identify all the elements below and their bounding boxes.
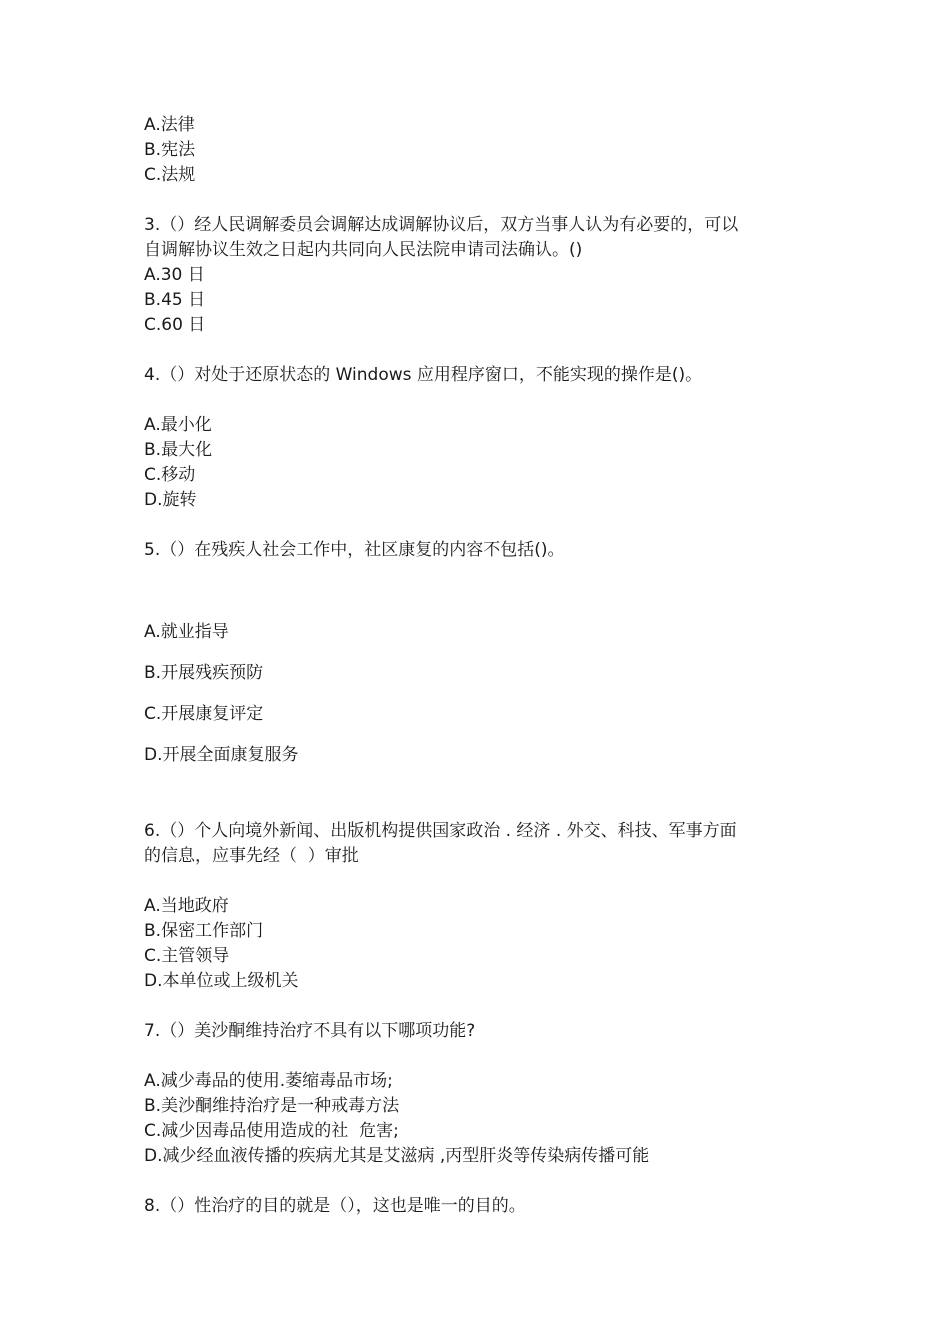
- q4-option-c: C.移动: [144, 465, 196, 485]
- q3-option-a: A.30 日: [144, 265, 205, 285]
- question-8: [144, 1194, 814, 1219]
- document-page: [144, 113, 814, 1219]
- q7-option-a: A.减少毒品的使用.萎缩毒品市场;: [144, 1071, 393, 1091]
- question-5: [144, 538, 814, 768]
- q5-text: 5.（）在残疾人社会工作中，社区康复的内容不包括()。: [144, 540, 565, 560]
- q8-text: 8.（）性治疗的目的就是（），这也是唯一的目的。: [144, 1196, 526, 1216]
- q3-text-line2: 自调解协议生效之日起内共同向人民法院申请司法确认。(): [144, 240, 583, 260]
- q2-option-b: B.宪法: [144, 140, 196, 160]
- q7-option-c: C.减少因毒品使用造成的社 危害;: [144, 1121, 399, 1141]
- q7-option-b: B.美沙酮维持治疗是一种戒毒方法: [144, 1096, 400, 1116]
- question-3: [144, 213, 814, 338]
- question-4: [144, 363, 814, 513]
- q2-options: [144, 113, 814, 188]
- q6-option-a: A.当地政府: [144, 896, 229, 916]
- q4-text: 4.（）对处于还原状态的 Windows 应用程序窗口，不能实现的操作是()。: [144, 365, 703, 385]
- q5-option-a: A.就业指导: [144, 622, 229, 642]
- q2-option-a: A.法律: [144, 115, 195, 135]
- q7-text: 7.（）美沙酮维持治疗不具有以下哪项功能?: [144, 1021, 476, 1041]
- q3-option-c: C.60 日: [144, 315, 206, 335]
- q6-option-d: D.本单位或上级机关: [144, 971, 299, 991]
- q6-text-line2: 的信息，应事先经（ ）审批: [144, 846, 359, 866]
- q5-option-b: B.开展残疾预防: [144, 663, 264, 683]
- q6-option-c: C.主管领导: [144, 946, 230, 966]
- q5-option-d: D.开展全面康复服务: [144, 745, 299, 765]
- q3-text-line1: 3.（）经人民调解委员会调解达成调解协议后，双方当事人认为有必要的，可以: [144, 215, 739, 235]
- question-7: [144, 1019, 814, 1169]
- q6-text-line1: 6.（）个人向境外新闻、出版机构提供国家政治 . 经济 . 外交、科技、军事方面: [144, 821, 737, 841]
- q4-option-d: D.旋转: [144, 490, 197, 510]
- q4-option-b: B.最大化: [144, 440, 213, 460]
- q3-option-b: B.45 日: [144, 290, 206, 310]
- q6-option-b: B.保密工作部门: [144, 921, 264, 941]
- q7-option-d: D.减少经血液传播的疾病尤其是艾滋病 ,丙型肝炎等传染病传播可能: [144, 1146, 650, 1166]
- q2-option-c: C.法规: [144, 165, 196, 185]
- q5-option-c: C.开展康复评定: [144, 704, 264, 724]
- q4-option-a: A.最小化: [144, 415, 212, 435]
- question-6: [144, 819, 814, 994]
